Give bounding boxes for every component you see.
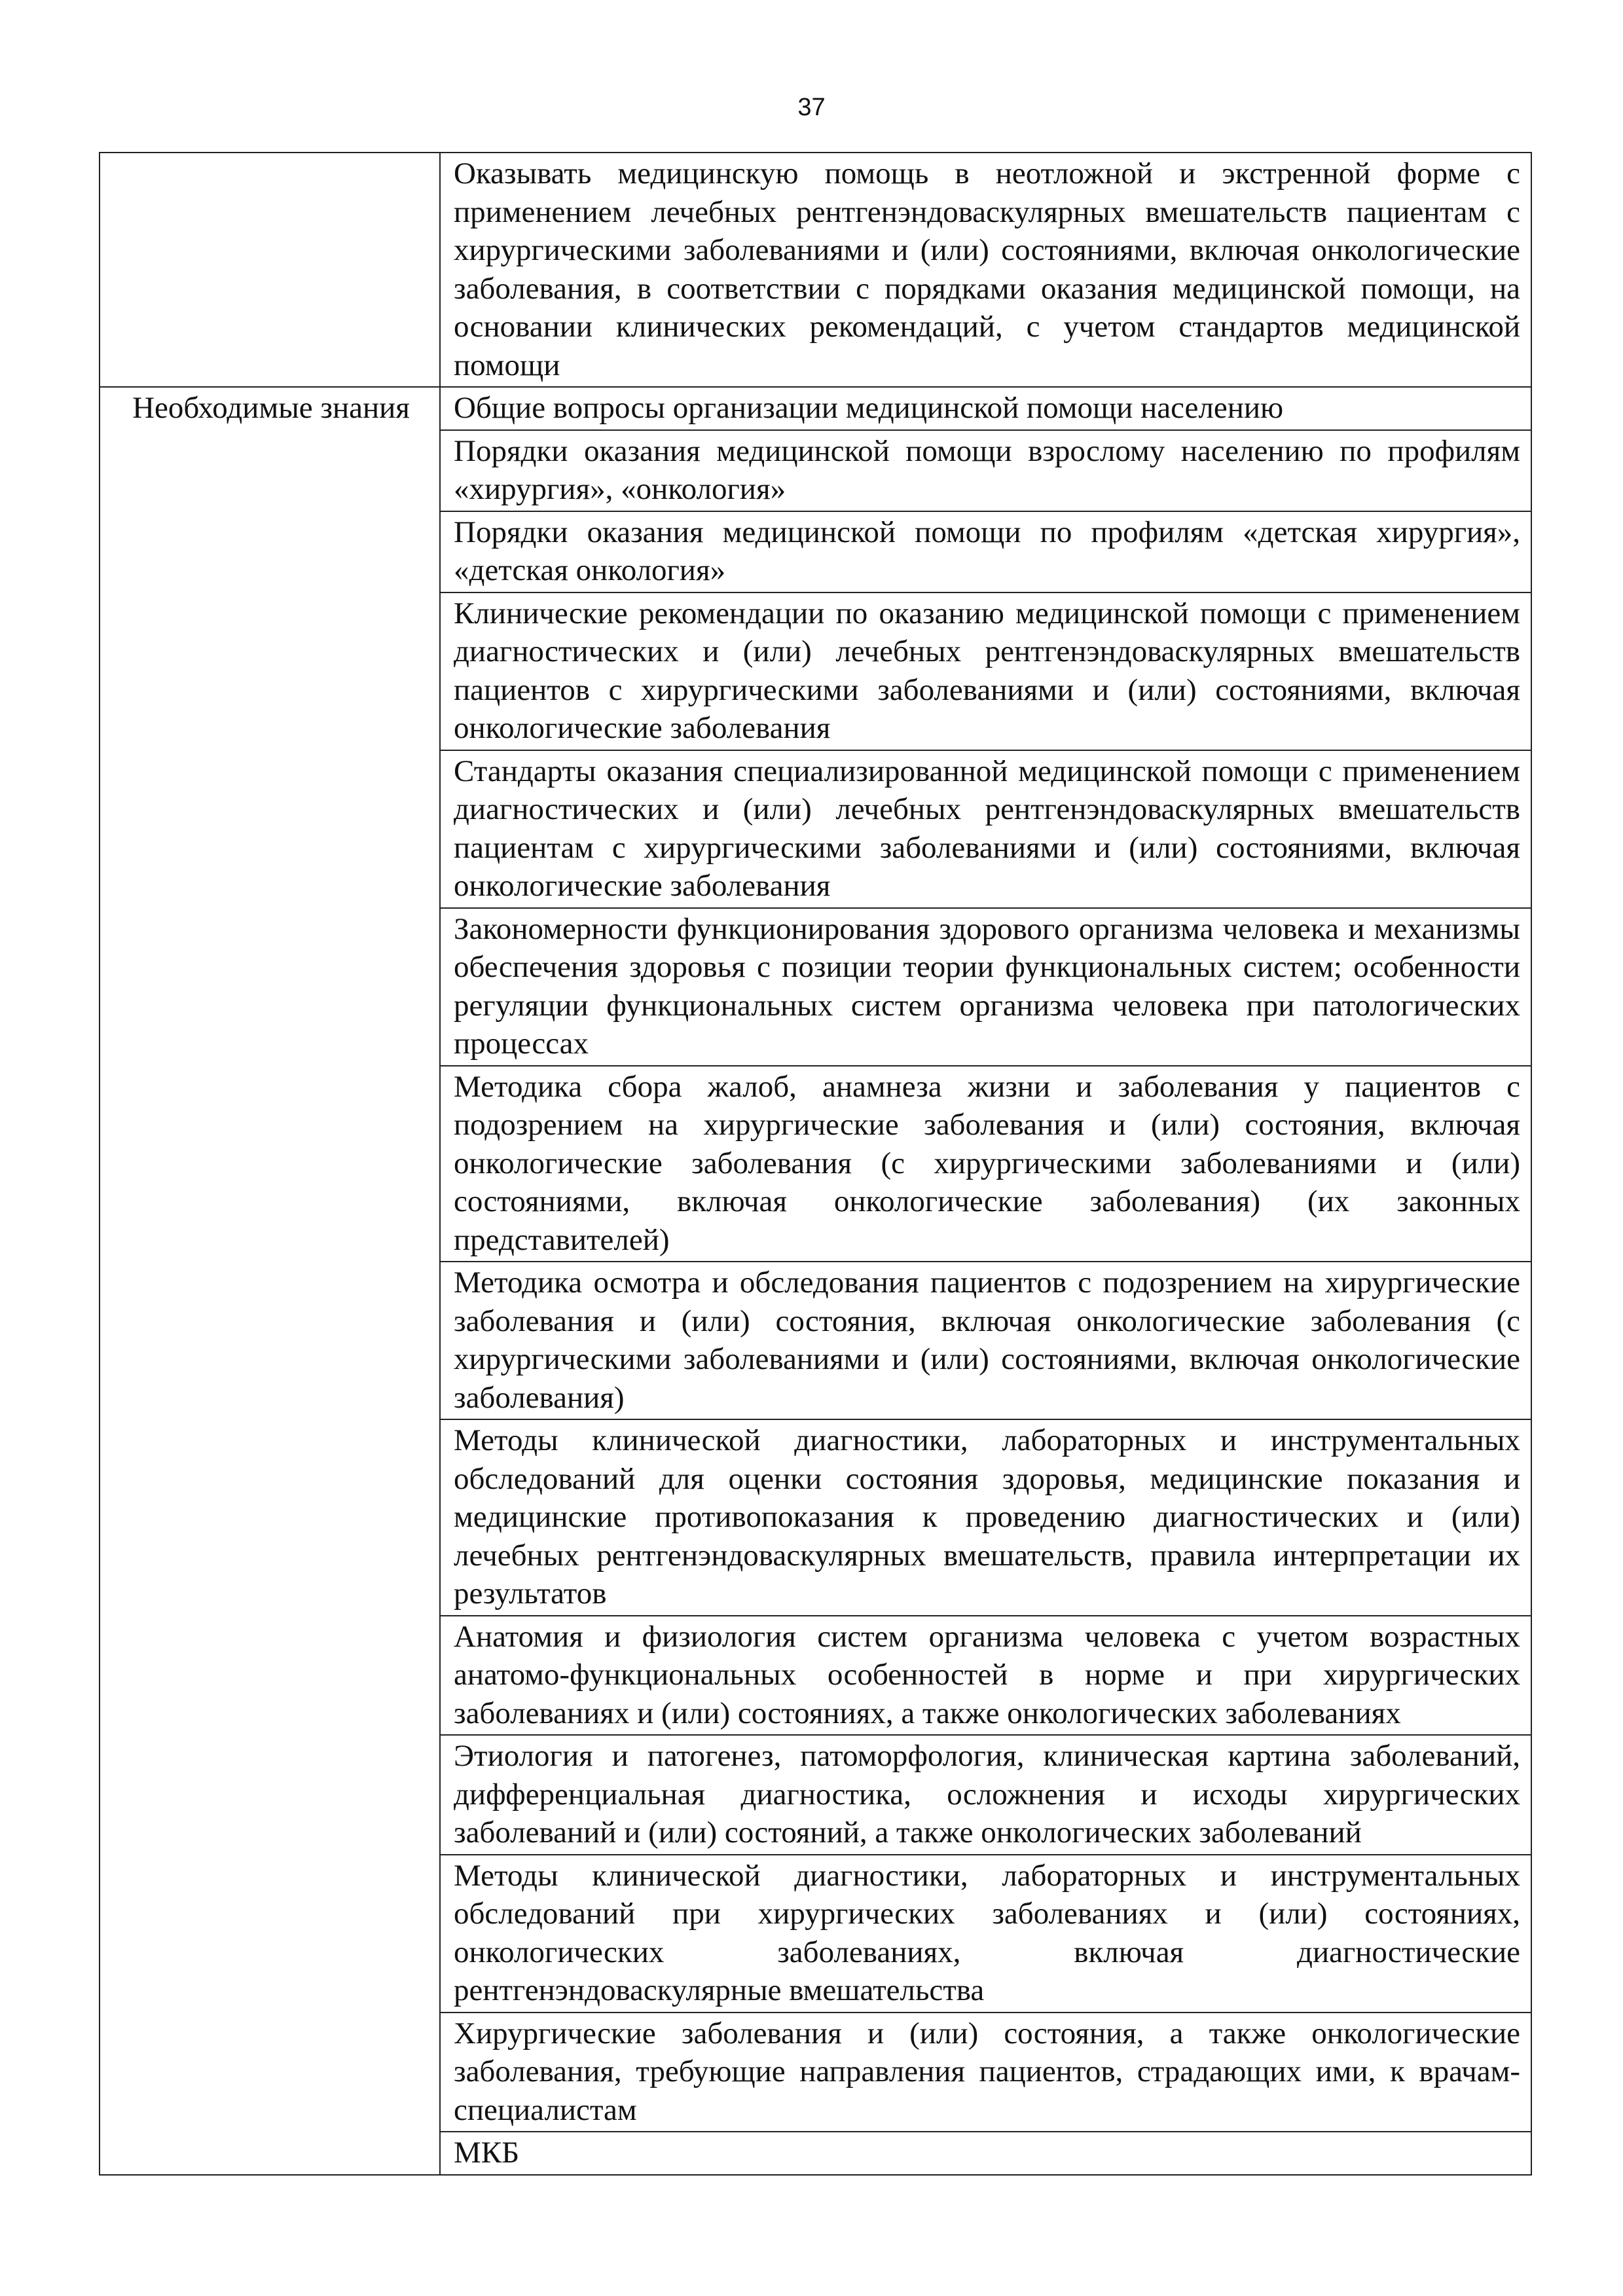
page-number: 37 bbox=[797, 94, 826, 121]
knowledge-item: Методы клинической диагностики, лабораторных и инструментальных обследований для оценки состояния здоровья, медицинские показания и медицинские противопоказания к проведению диагностических и (или) лечебных рентгенэндоваскулярных вмешательств, правила интерпретации их результатов bbox=[440, 1419, 1531, 1616]
knowledge-item: МКБ bbox=[440, 2132, 1531, 2175]
knowledge-item: Клинические рекомендации по оказанию медицинской помощи с применением диагностических и (или) лечебных рентгенэндоваскулярных вмешательств пациентов с хирургическими заболеваниями и (или) состояниями, включая онкологические заболевания bbox=[440, 592, 1531, 750]
table-row bbox=[100, 153, 1531, 387]
intro-cell: Оказывать медицинскую помощь в неотложной и экстренной форме с применением лечебных рентгенэндоваскулярных вмешательств пациентам с хирургическими заболеваниями и (или) состояниями, включая онкологические заболевания, в соответствии с порядками оказания медицинской помощи, на основании клинических рекомендаций, с учетом стандартов медицинской помощи bbox=[440, 153, 1531, 387]
knowledge-item: Методика сбора жалоб, анамнеза жизни и заболевания у пациентов с подозрением на хирургические заболевания и (или) состояния, включая онкологические заболевания (с хирургическими заболеваниями и (или) состояниями, включая онкологические заболевания) (их законных представителей) bbox=[440, 1066, 1531, 1262]
knowledge-item: Анатомия и физиология систем организма человека с учетом возрастных анатомо-функциональных особенностей в норме и при хирургических заболеваниях и (или) состояниях, а также онкологических заболеваниях bbox=[440, 1616, 1531, 1736]
table-row bbox=[100, 387, 1531, 430]
knowledge-table bbox=[99, 152, 1532, 2176]
knowledge-item: Порядки оказания медицинской помощи взрослому населению по профилям «хирургия», «онкология» bbox=[440, 430, 1531, 511]
knowledge-item: Хирургические заболевания и (или) состояния, а также онкологические заболевания, требующие направления пациентов, страдающих ими, к врачам-специалистам bbox=[440, 2013, 1531, 2132]
knowledge-item: Порядки оказания медицинской помощи по профилям «детская хирургия», «детская онкология» bbox=[440, 511, 1531, 592]
knowledge-item: Стандарты оказания специализированной медицинской помощи с применением диагностических и (или) лечебных рентгенэндоваскулярных вмешательств пациентам с хирургическими заболеваниями и (или) состояниями, включая онкологические заболевания bbox=[440, 750, 1531, 908]
knowledge-item: Закономерности функционирования здорового организма человека и механизмы обеспечения здоровья с позиции теории функциональных систем; особенности регуляции функциональных систем организма человека при патологических процессах bbox=[440, 908, 1531, 1066]
knowledge-item: Методы клинической диагностики, лабораторных и инструментальных обследований при хирургических заболеваниях и (или) состояниях, онкологических заболеваниях, включая диагностические рентгенэндоваскулярные вмешательства bbox=[440, 1855, 1531, 2013]
knowledge-item: Этиология и патогенез, патоморфология, клиническая картина заболеваний, дифференциальная диагностика, осложнения и исходы хирургических заболеваний и (или) состояний, а также онкологических заболеваний bbox=[440, 1735, 1531, 1855]
empty-label-cell bbox=[100, 153, 440, 387]
knowledge-item: Методика осмотра и обследования пациентов с подозрением на хирургические заболевания и (или) состояния, включая онкологические заболевания (с хирургическими заболеваниями и (или) состояниями, включая онкологические заболевания) bbox=[440, 1262, 1531, 1419]
section-label-cell: Необходимые знания bbox=[100, 387, 440, 2175]
knowledge-item: Общие вопросы организации медицинской помощи населению bbox=[440, 387, 1531, 430]
